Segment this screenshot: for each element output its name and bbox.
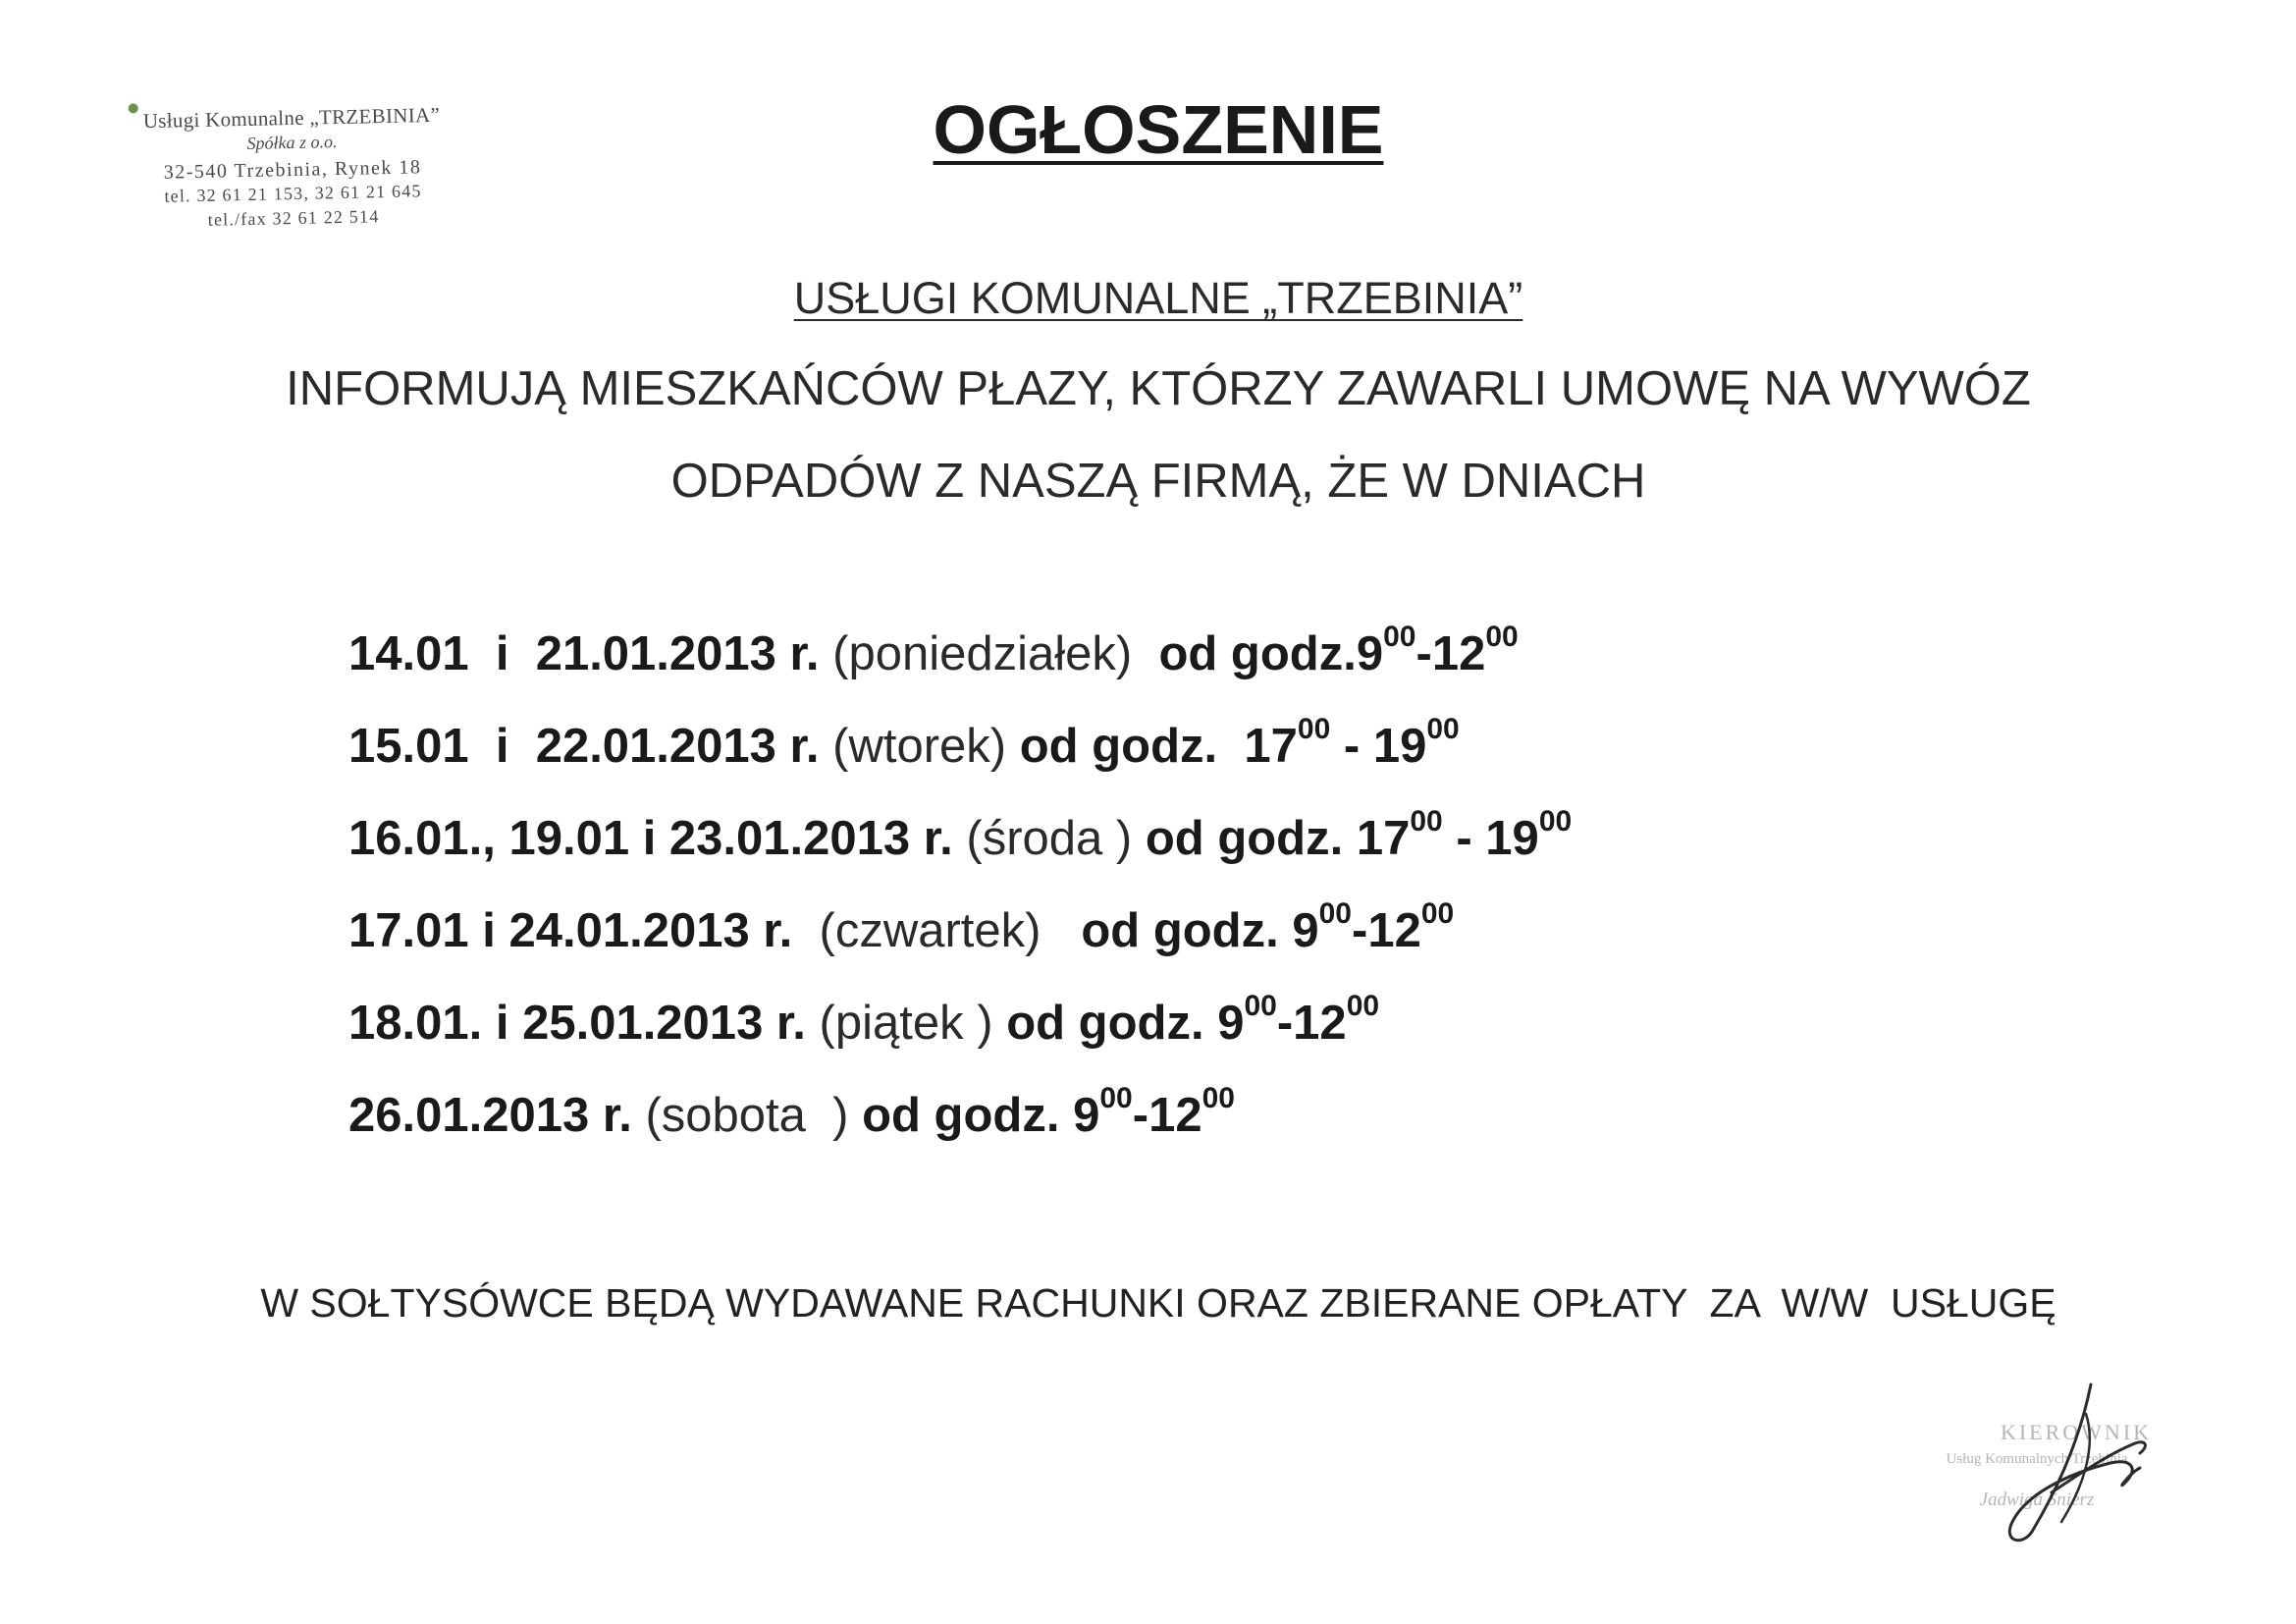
- schedule-separator: -: [1276, 997, 1294, 1050]
- schedule-row: [348, 621, 1572, 719]
- schedule-end-minutes: 00: [1346, 990, 1380, 1022]
- schedule-start-hour: 9: [1292, 904, 1319, 957]
- schedule-end-minutes: 00: [1485, 621, 1519, 653]
- schedule-start-hour: 9: [1356, 627, 1384, 680]
- schedule-start-minutes: 00: [1410, 805, 1443, 838]
- document-title: OGŁOSZENIE: [933, 91, 1384, 168]
- schedule-weekday: (poniedziałek): [832, 627, 1133, 680]
- schedule-start-minutes: 00: [1099, 1082, 1133, 1114]
- stamp-address: 32-540 Trzebinia, Rynek 18: [163, 156, 422, 184]
- schedule-end-minutes: 00: [1426, 713, 1460, 745]
- schedule-start-hour: 17: [1244, 720, 1298, 773]
- stamp-fax: tel./fax 32 61 22 514: [207, 206, 380, 230]
- handwritten-signature: [1993, 1375, 2160, 1551]
- schedule-separator: -: [1330, 720, 1373, 773]
- collection-schedule: [348, 621, 1573, 1180]
- schedule-row: [348, 1082, 1572, 1180]
- schedule-end-hour: 12: [1148, 1089, 1202, 1142]
- schedule-hours-label: od godz.: [862, 1089, 1060, 1142]
- schedule-hours-label: od godz.: [1006, 997, 1204, 1050]
- schedule-start-minutes: 00: [1383, 621, 1416, 653]
- schedule-dates: 14.01 i 21.01.2013 r.: [348, 627, 820, 680]
- schedule-start-minutes: 00: [1318, 897, 1352, 930]
- schedule-start-minutes: 00: [1297, 713, 1331, 745]
- schedule-row: [348, 897, 1572, 996]
- stamp-company-name: Usługi Komunalne „TRZEBINIA”: [142, 102, 441, 134]
- schedule-end-hour: 12: [1367, 904, 1421, 957]
- intro-line-1: INFORMUJĄ MIESZKAŃCÓW PŁAZY, KTÓRZY ZAWARLI UMOWĘ NA WYWÓZ: [286, 362, 2031, 415]
- schedule-weekday: (czwartek): [819, 904, 1041, 957]
- schedule-row: [348, 713, 1572, 811]
- schedule-start-hour: 9: [1073, 1089, 1100, 1142]
- schedule-weekday: (wtorek): [832, 720, 1007, 773]
- schedule-end-hour: 19: [1485, 812, 1539, 865]
- company-heading: USŁUGI KOMUNALNE „TRZEBINIA”: [793, 273, 1523, 323]
- schedule-hours-label: od godz.: [1081, 904, 1279, 957]
- schedule-weekday: (piątek ): [819, 997, 993, 1050]
- schedule-dates: 17.01 i 24.01.2013 r.: [348, 904, 793, 957]
- schedule-start-hour: 9: [1217, 997, 1245, 1050]
- schedule-end-hour: 19: [1372, 720, 1427, 773]
- schedule-separator: -: [1352, 904, 1368, 957]
- schedule-separator: -: [1415, 627, 1432, 680]
- schedule-separator: -: [1442, 812, 1486, 865]
- footer-notice: W SOŁTYSÓWCE BĘDĄ WYDAWANE RACHUNKI ORAZ ZBIERANE OPŁATY ZA W/W USŁUGĘ: [260, 1280, 2056, 1326]
- signature-stamp-title: KIEROWNIK: [2000, 1420, 2153, 1444]
- signature-stamp-unit: Usług Komunalnych Trzebinia: [1946, 1451, 2128, 1467]
- schedule-end-minutes: 00: [1538, 805, 1573, 838]
- schedule-separator: -: [1132, 1089, 1149, 1142]
- schedule-row: [348, 805, 1573, 903]
- schedule-end-minutes: 00: [1420, 897, 1455, 930]
- schedule-end-minutes: 00: [1201, 1082, 1235, 1114]
- stamp-company-type: Spółka z o.o.: [246, 132, 338, 153]
- stamp-phone: tel. 32 61 21 153, 32 61 21 645: [164, 181, 422, 206]
- intro-line-2: ODPADÓW Z NASZĄ FIRMĄ, ŻE W DNIACH: [670, 455, 1646, 508]
- schedule-hours-label: od godz.: [1158, 627, 1357, 680]
- signature-stamp-name: Jadwiga Śnierz: [1979, 1489, 2095, 1510]
- schedule-dates: 15.01 i 22.01.2013 r.: [348, 720, 820, 773]
- schedule-start-minutes: 00: [1244, 990, 1277, 1022]
- schedule-dates: 16.01., 19.01 i 23.01.2013 r.: [348, 812, 953, 865]
- schedule-hours-label: od godz.: [1145, 812, 1344, 865]
- schedule-end-hour: 12: [1293, 997, 1347, 1050]
- schedule-start-hour: 17: [1356, 812, 1411, 865]
- schedule-weekday: (sobota ): [645, 1089, 849, 1142]
- schedule-dates: 26.01.2013 r.: [348, 1089, 632, 1142]
- schedule-end-hour: 12: [1431, 627, 1486, 680]
- schedule-hours-label: od godz.: [1019, 720, 1218, 773]
- schedule-weekday: (środa ): [966, 812, 1133, 865]
- schedule-dates: 18.01. i 25.01.2013 r.: [348, 997, 806, 1050]
- schedule-row: [348, 990, 1572, 1088]
